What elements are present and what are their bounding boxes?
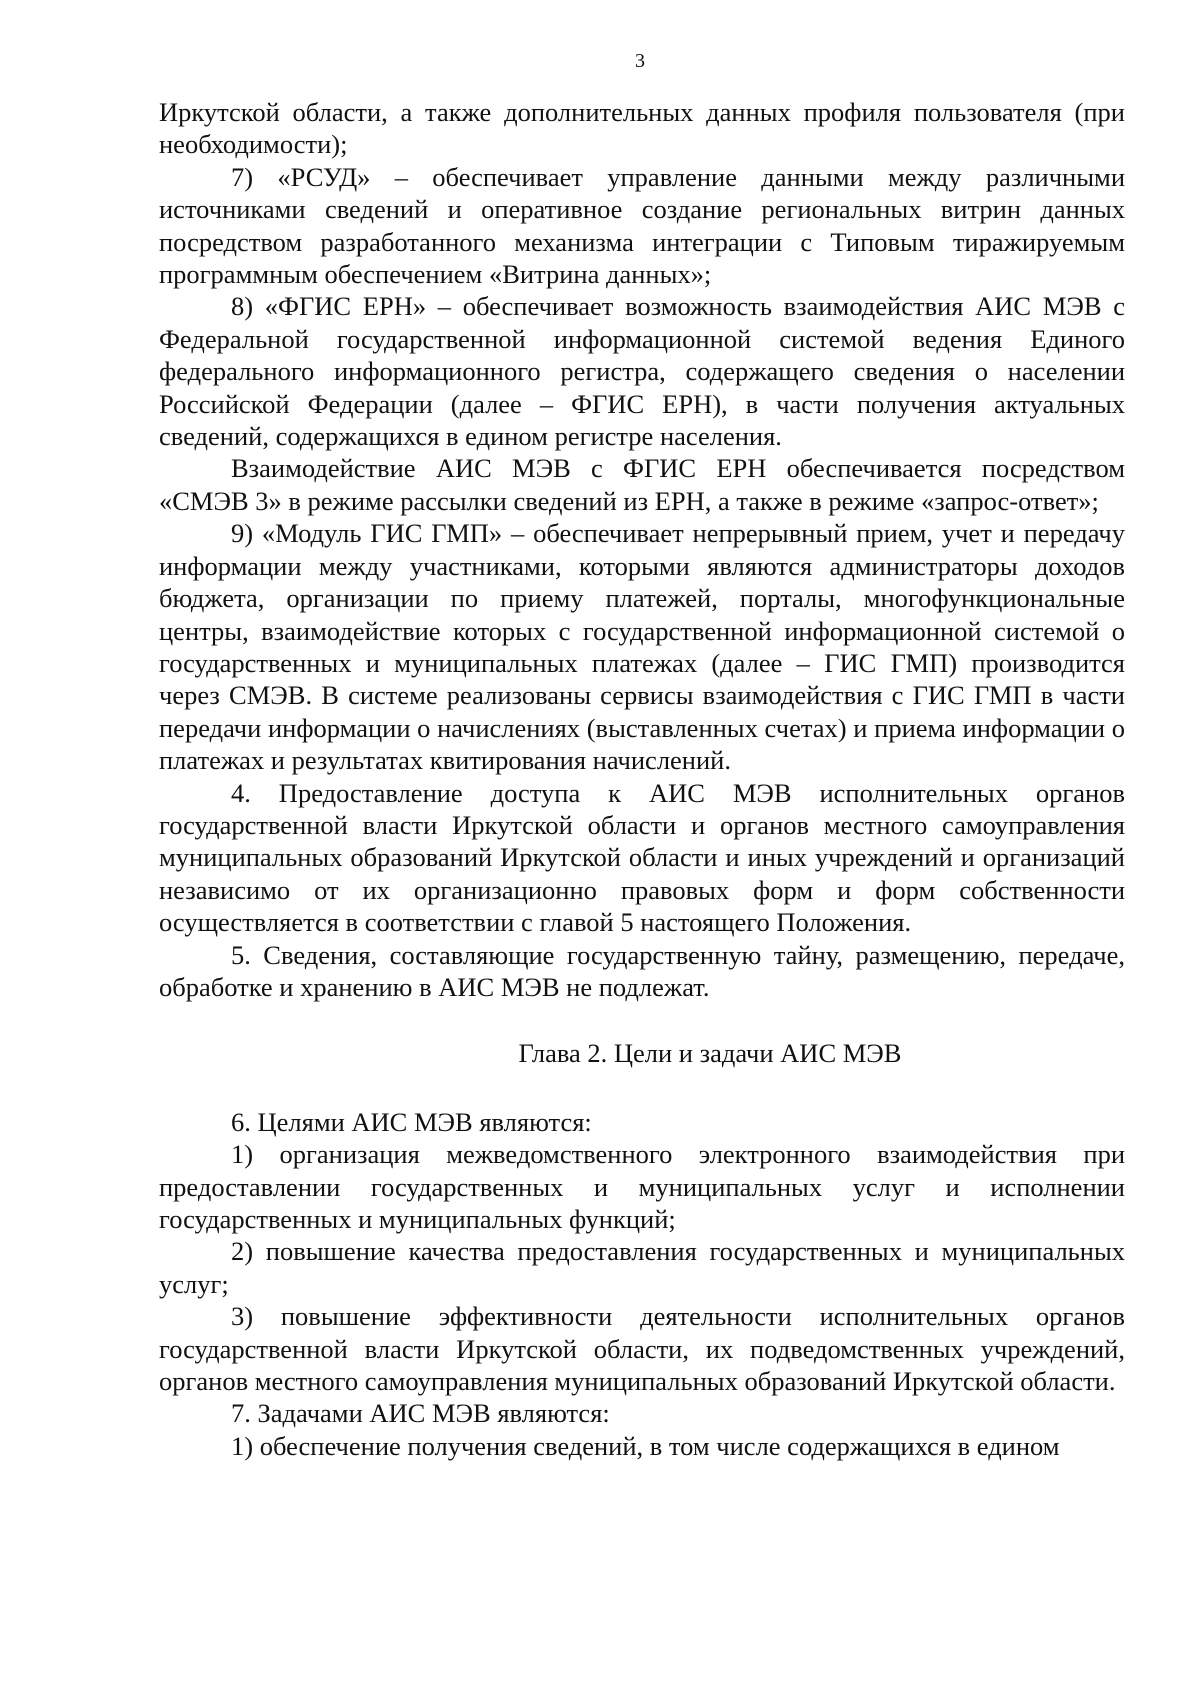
document-body xyxy=(159,96,1125,1462)
paragraph-clause-6: 6. Целями АИС МЭВ являются: xyxy=(231,1106,592,1137)
paragraph-clause-5: 5. Сведения, составляющие государственную тайну, размещению, передаче, обработке и хранению в АИС МЭВ не подлежат. xyxy=(159,939,1125,1002)
paragraph-interaction-ern: Взаимодействие АИС МЭВ с ФГИС ЕРН обеспечивается посредством «СМЭВ 3» в режиме рассылки сведений из ЕРН, а также в режиме «запрос-ответ»; xyxy=(159,453,1125,516)
paragraph-clause-4: 4. Предоставление доступа к АИС МЭВ исполнительных органов государственной власти Иркутской области и органов местного самоуправления муниципальных образований Иркутской области и иных учреждений и организаций независимо от их организационно правовых форм и форм собственности осуществляется в соответствии с главой 5 настоящего Положения. xyxy=(159,777,1125,938)
paragraph-item-7-rsud: 7) «РСУД» – обеспечивает управление данными между различными источниками сведений и оперативное создание региональных витрин данных посредством разработанного механизма интеграции с Типовым тиражируемым программным обеспечением «Витрина данных»; xyxy=(159,161,1125,290)
paragraph-item-9-gis-gmp: 9) «Модуль ГИС ГМП» – обеспечивает непрерывный прием, учет и передачу информации между участниками, которыми являются администраторы доходов бюджета, организации по приему платежей, порталы, многофункциональные центры, взаимодействие которых с государственной информационной системой о государственных и муниципальных платежах (далее – ГИС ГМП) производится через СМЭВ. В системе реализованы сервисы взаимодействия с ГИС ГМП в части передачи информации о начислениях (выставленных счетах) и приема информации о платежах и результатах квитирования начислений. xyxy=(159,518,1125,776)
paragraph-continuation: Иркутской области, а также дополнительных данных профиля пользователя (при необходимости); xyxy=(159,97,1125,160)
page-number: 3 xyxy=(635,50,645,72)
chapter-heading: Глава 2. Цели и задачи АИС МЭВ xyxy=(518,1038,902,1069)
paragraph-task-1: 1) обеспечение получения сведений, в том числе содержащихся в едином xyxy=(231,1430,1060,1461)
paragraph-goal-1: 1) организация межведомственного электронного взаимодействия при предоставлении государственных и муниципальных услуг и исполнении государственных и муниципальных функций; xyxy=(159,1139,1125,1234)
paragraph-goal-2: 2) повышение качества предоставления государственных и муниципальных услуг; xyxy=(159,1236,1125,1299)
paragraph-clause-7: 7. Задачами АИС МЭВ являются: xyxy=(231,1398,610,1429)
paragraph-item-8-fgis-ern: 8) «ФГИС ЕРН» – обеспечивает возможность взаимодействия АИС МЭВ с Федеральной государственной информационной системой ведения Единого федерального информационного регистра, содержащего сведения о населении Российской Федерации (далее – ФГИС ЕРН), в части получения актуальных сведений, содержащихся в едином регистре населения. xyxy=(159,291,1125,452)
paragraph-goal-3: 3) повышение эффективности деятельности исполнительных органов государственной власти Иркутской области, их подведомственных учреждений, органов местного самоуправления муниципальных образований Иркутской области. xyxy=(159,1301,1125,1397)
